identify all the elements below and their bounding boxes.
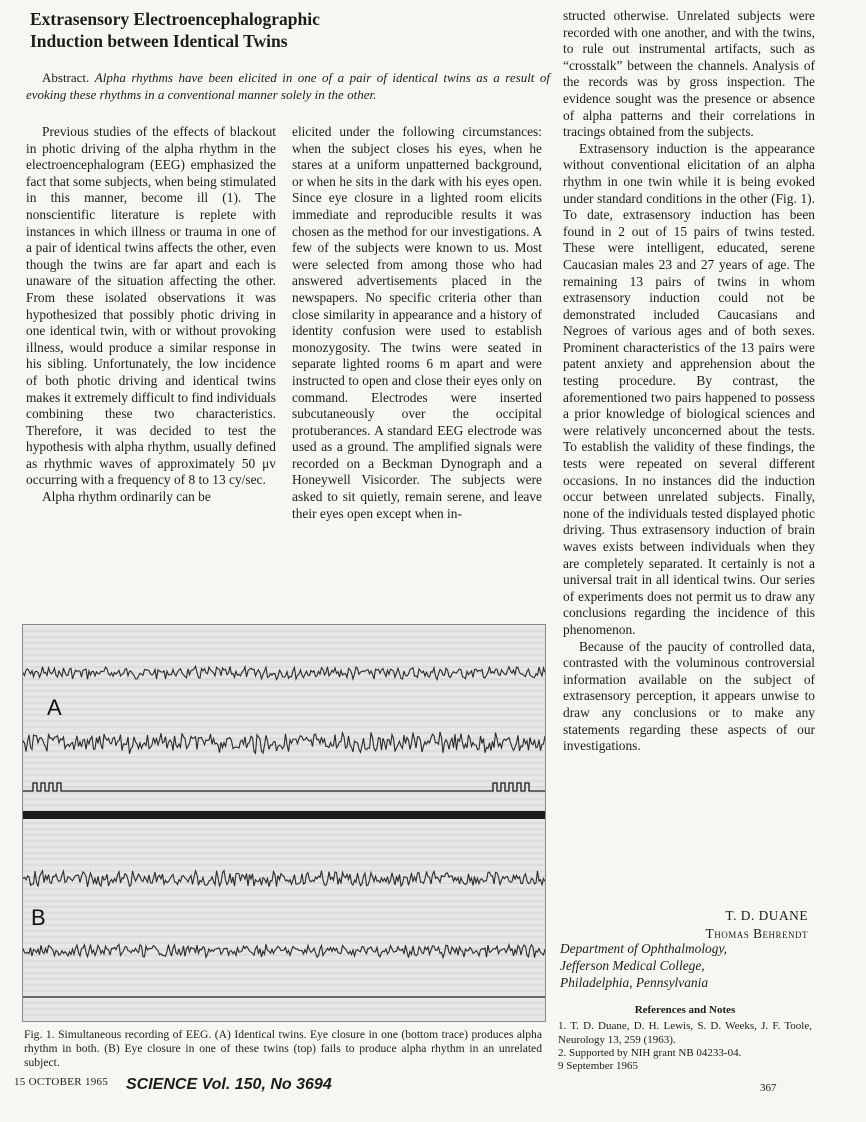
affiliation-line-2: Jefferson Medical College, — [560, 958, 705, 973]
author-1: T. D. DUANE — [725, 908, 808, 923]
col3-paragraph-3: Because of the paucity of controlled data, contrasted with the voluminous controversial information available on the subject of extrasensory perception, it appears unwise to draw any conclusions or to make any statements regarding these aspects of our investigations. — [563, 638, 815, 754]
abstract-text: Alpha rhythms have been elicited in one of a pair of identical twins as a result of evoking these rhythms in a conventional manner solely in the other. — [26, 70, 551, 102]
reference-1: 1. T. D. Duane, D. H. Lewis, S. D. Weeks, J. F. Toole, Neurology 13, 259 (1963). — [558, 1020, 812, 1046]
col3-paragraph-1: structed otherwise. Unrelated subjects were recorded with one another, and with the twins, to rule out instrumental artifacts, such as “crosstalk” between the channels. Analysis of the records was by gross inspection. The evidence sought was the presence or absence of alpha patterns and their correlations in tracings obtained from the subjects. — [563, 8, 815, 140]
footer-journal: SCIENCE Vol. 150, No 3694 — [126, 1076, 332, 1093]
footer-issue-date: 15 OCTOBER 1965 — [14, 1076, 109, 1088]
affiliation-line-3: Philadelphia, Pennsylvania — [560, 975, 709, 990]
article-title — [30, 8, 550, 52]
col1-paragraph-1: Previous studies of the effects of blackout in photic driving of the alpha rhythm in the electroencephalogram (EEG) emphasized the fact that some subjects, when being stimulated in this manner, become ill (1). The nonscientific literature is replete with instances in which illness or trauma in one of a pair of identical twins affects the other, even though the twins are far apart and each is unaware of the situation affecting the other. From these isolated observations it was hypothesized that possibly photic driving in one identical twin, with or without provoking illness, would produce a similar response in his sibling. Unfortunately, the low incidence of both photic driving and identical twins makes it extremely difficult to find individuals combining these two characteristics. Therefore, it was decided to test the hypothesis with alpha rhythm, usually defined as rhythmic waves of approximately 50 μv occurring with a frequency of 8 to 13 cy/sec. — [26, 124, 276, 488]
reference-2: 2. Supported by NIH grant NB 04233-04. — [558, 1047, 742, 1059]
panel-a-label: A — [47, 695, 62, 720]
title-line-1: Extrasensory Electroencephalographic — [30, 9, 320, 29]
panel-b-label: B — [31, 905, 46, 930]
author-2: Thomas Behrendt — [705, 926, 808, 941]
affiliation-line-1: Department of Ophthalmology, — [560, 941, 727, 956]
col1-paragraph-2: Alpha rhythm ordinarily can be — [42, 489, 211, 505]
body-column-3 — [563, 8, 815, 755]
references-heading: References and Notes — [634, 1004, 736, 1016]
affiliation — [560, 940, 820, 991]
body-column-2 — [292, 124, 542, 522]
col2-paragraph-1: elicited under the following circumstances: when the subject closes his eyes, when he stares at a uniform unpatterned background, or when he sits in the dark with his eyes open. Since eye closure in a lighted room elicits immediate and reproducible results it was chosen as the method for our investigations. A few of the subjects were known to us. Most were selected from among those who had answered advertisements placed in the newspapers. No specific criteria other than close similarity in appearance and a history of identity confusion were used to establish monozygosity. The twins were seated in separate lighted rooms 6 m apart and were instructed to open and close their eyes only on command. Electrodes were inserted subcutaneously over the occipital protuberances. A standard EEG electrode was used as a ground. The amplified signals were recorded on a Beckman Dynograph and a Honeywell Visicorder. The subjects were asked to sit quietly, remain serene, and leave their eyes open except when in- — [292, 124, 542, 521]
page-number: 367 — [760, 1082, 777, 1094]
eeg-figure — [22, 624, 546, 1022]
title-line-2: Induction between Identical Twins — [30, 31, 288, 51]
references-list — [558, 1020, 812, 1061]
received-date: 9 September 1965 — [558, 1060, 639, 1072]
body-column-1 — [26, 124, 276, 506]
abstract-label: Abstract. — [42, 70, 90, 85]
figure-caption: Fig. 1. Simultaneous recording of EEG. (A) Identical twins. Eye closure in one (bottom trace) produces alpha rhythm in both. (B) Eye closure in one of these twins (top) fails to produce alpha rhythm in an unrelated subject. — [24, 1028, 542, 1069]
abstract — [26, 70, 550, 103]
panel-divider — [23, 811, 545, 819]
col3-paragraph-2: Extrasensory induction is the appearance without conventional elicitation of an alpha rhythm in one twin while it is being evoked under standard conditions in the other (Fig. 1). To date, extrasensory induction has been found in 2 out of 15 pairs of twins tested. These were intelligent, educated, serene Caucasian males 23 and 27 years of age. The remaining 13 pairs of twins in whom extrasensory induction could not be demonstrated included Caucasians and Negroes of various ages and of both sexes. Prominent characteristics of the 13 pairs were patent anxiety and apprehension about the testing procedure. By contrast, the aforementioned two pairs happened to possess a prior knowledge of biological sciences and were relatively unconcerned about the tests. To establish the validity of these findings, the tests were repeated on several different occasions. In no instances did the induction occur between unrelated subjects. Finally, none of the individuals tested displayed photic driving. Thus extrasensory induction of brain waves exists between individuals when they are completely separated. It certainly is not a universal trait in all identical twins. Our series of experiments does not permit us to draw any conclusions regarding the incidence of this phenomenon. — [563, 140, 815, 637]
eeg-recording-image — [23, 625, 545, 1021]
